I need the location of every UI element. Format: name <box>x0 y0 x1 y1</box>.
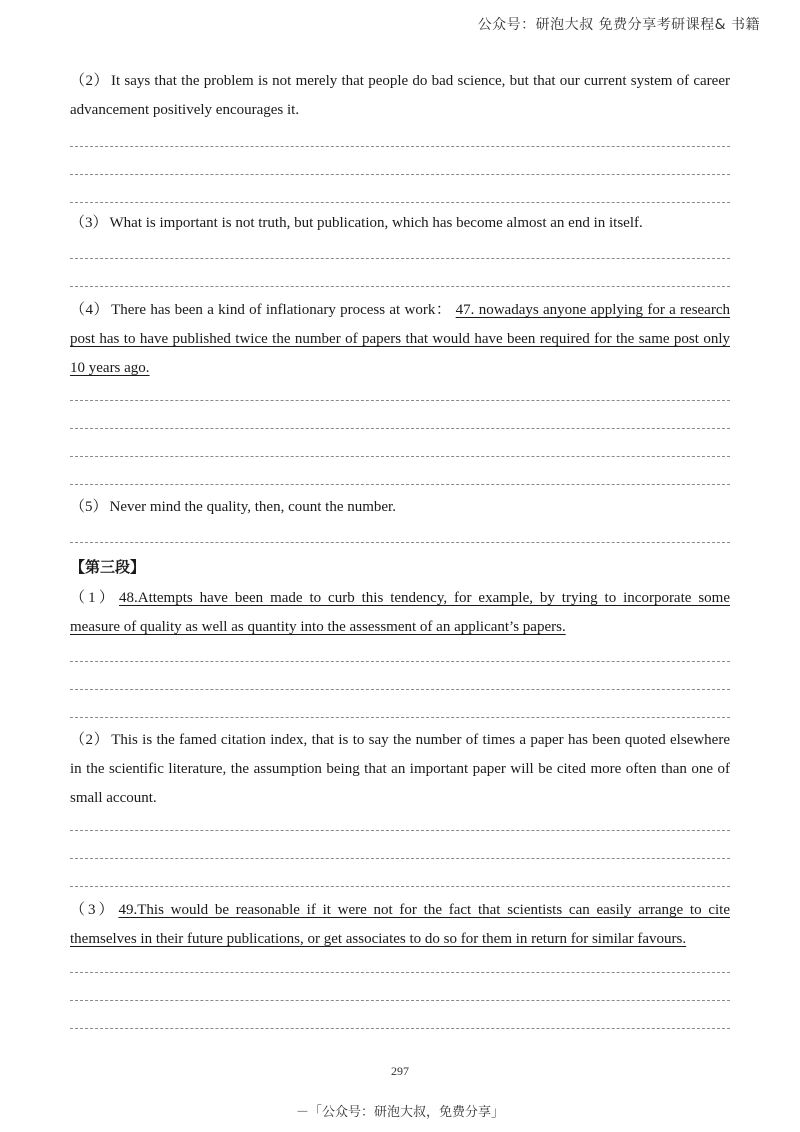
answer-line[interactable] <box>70 258 730 259</box>
paragraph-3-2 <box>70 726 730 813</box>
header-watermark: 公众号：研泡大叔 免费分享考研课程& 书籍 <box>477 17 760 33</box>
sentence-number: （3） <box>70 215 108 231</box>
translation-question-47: 47. nowadays anyone applying for a research post has to have published twice the number of papers that would have been required for the same post only 10 years ago. <box>70 302 730 376</box>
answer-line[interactable] <box>70 174 730 175</box>
answer-line[interactable] <box>70 456 730 457</box>
answer-line[interactable] <box>70 830 730 831</box>
answer-line[interactable] <box>70 689 730 690</box>
sentence-text: What is important is not truth, but publication, which has become almost an end in itself. <box>109 215 643 231</box>
paragraph-2-5 <box>70 493 730 522</box>
footer-watermark: －「公众号：研泡大叔，免费分享」 <box>295 1105 504 1120</box>
page-number: 297 <box>391 1064 409 1078</box>
sentence-text: Never mind the quality, then, count the number. <box>109 499 396 515</box>
answer-line[interactable] <box>70 484 730 485</box>
section-title: 【第三段】 <box>70 558 146 576</box>
sentence-number: （2） <box>70 73 109 89</box>
paragraph-3-1 <box>70 584 730 642</box>
answer-line[interactable] <box>70 858 730 859</box>
sentence-number: （3） <box>70 902 117 918</box>
answer-line[interactable] <box>70 400 730 401</box>
answer-line[interactable] <box>70 202 730 203</box>
answer-line[interactable] <box>70 1000 730 1001</box>
answer-line[interactable] <box>70 428 730 429</box>
answer-line[interactable] <box>70 661 730 662</box>
sentence-number: （4） <box>70 302 110 318</box>
sentence-text: It says that the problem is not merely that people do bad science, but that our current system of career advancement positively encourages it. <box>70 73 730 118</box>
sentence-text: There has been a kind of inflationary process at work： <box>111 302 452 318</box>
paragraph-2-3 <box>70 209 730 238</box>
paragraph-2-2 <box>70 67 730 125</box>
answer-line[interactable] <box>70 972 730 973</box>
answer-line[interactable] <box>70 542 730 543</box>
answer-line[interactable] <box>70 286 730 287</box>
sentence-text: This is the famed citation index, that is to say the number of times a paper has been quoted elsewhere in the scientific literature, the assumption being that an important paper will be cited more often than one of small account. <box>70 732 730 806</box>
paragraph-3-3 <box>70 896 730 954</box>
answer-line[interactable] <box>70 1028 730 1029</box>
translation-question-49: 49.This would be reasonable if it were not for the fact that scientists can easily arrange to cite themselves in their future publications, or get associates to do so for them in return for similar favours. <box>70 902 730 947</box>
answer-line[interactable] <box>70 146 730 147</box>
answer-line[interactable] <box>70 717 730 718</box>
sentence-number: （1） <box>70 590 117 606</box>
sentence-number: （2） <box>70 732 110 748</box>
paragraph-2-4 <box>70 296 730 383</box>
sentence-number: （5） <box>70 499 108 515</box>
answer-line[interactable] <box>70 886 730 887</box>
translation-question-48: 48.Attempts have been made to curb this tendency, for example, by trying to incorporate some measure of quality as well as quantity into the assessment of an applicant’s papers. <box>70 590 730 635</box>
